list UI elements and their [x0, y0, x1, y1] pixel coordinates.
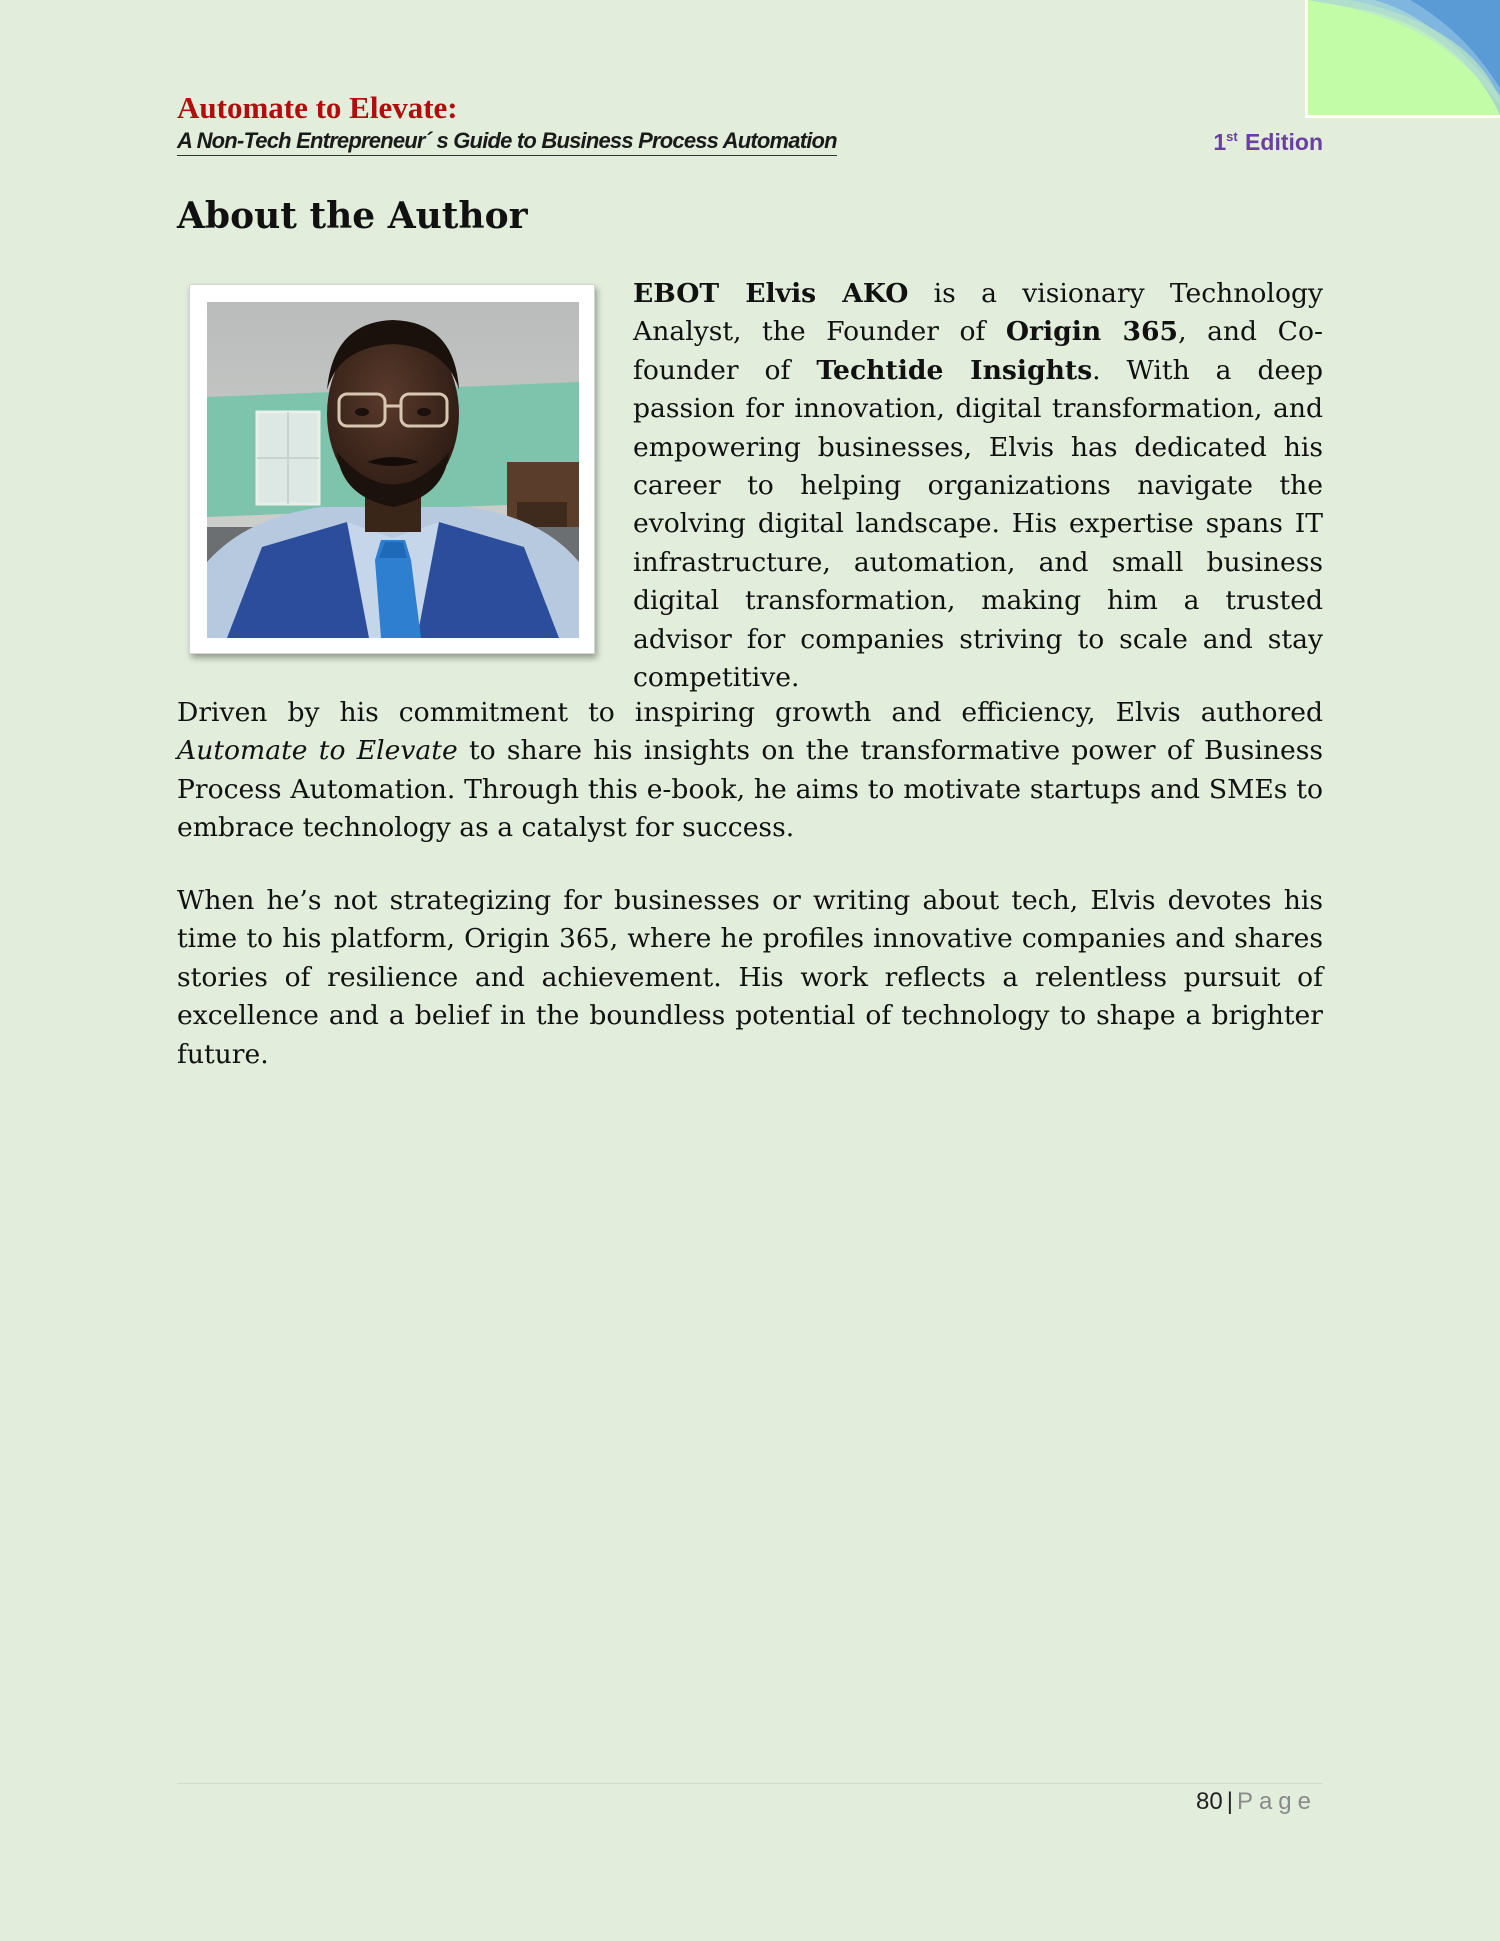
page-number-value: 80 — [1196, 1788, 1223, 1815]
intro-text: , and Co-founder of — [633, 316, 1323, 386]
footer-divider — [177, 1783, 1323, 1784]
paragraph-text: to share his insights on the transformative power of Business Process Automation. Through this e-book, he aims to motivate startups and SMEs to embrace technology as a catalyst for success. — [177, 735, 1323, 844]
edition-word: Edition — [1238, 129, 1323, 155]
intro-text: is a visionary Technology Analyst, the Founder of — [633, 278, 1323, 348]
edition-label — [1213, 129, 1323, 156]
author-photo — [189, 284, 595, 654]
page-separator: | — [1226, 1788, 1233, 1815]
platform-paragraph: When he’s not strategizing for businesses or writing about tech, Elvis devotes his time to his platform, Origin 365, where he profiles innovative companies and shares stories of resilience and achievement. His work reflects a relentless pursuit of excellence and a belief in the boundless potential of technology to shape a brighter future. — [177, 885, 1323, 1070]
book-title-reference: Automate to Elevate — [177, 735, 458, 767]
book-subtitle: A Non-Tech Entrepreneur´ s Guide to Business Process Automation — [177, 128, 837, 156]
company-techtide: Techtide Insights — [816, 354, 1093, 386]
motivation-paragraph — [177, 694, 1323, 848]
edition-number: 1 — [1213, 129, 1227, 155]
company-origin365: Origin 365 — [1005, 316, 1179, 348]
page-number — [1196, 1788, 1317, 1816]
corner-decoration — [1305, 0, 1500, 118]
author-name: EBOT Elvis AKO — [633, 278, 909, 309]
paragraph-text: Driven by his commitment to inspiring growth and efficiency, Elvis authored — [177, 697, 1323, 728]
author-portrait-icon — [207, 302, 579, 638]
running-header — [177, 90, 1323, 160]
author-intro-paragraph — [633, 275, 1323, 697]
page-word: Page — [1236, 1788, 1317, 1815]
book-title: Automate to Elevate: — [177, 90, 458, 125]
section-heading: About the Author — [177, 195, 528, 237]
edition-suffix: st — [1226, 129, 1238, 144]
intro-text: . With a deep passion for innovation, digital transformation, and empowering businesses, Elvis has dedicated his career to helping organizations navigate the evolving digital landscape. His expertise spans IT infrastructure, automation, and small business digital transformation, making him a trusted advisor for companies striving to scale and stay competitive. — [633, 354, 1323, 694]
header-subtitle-row — [177, 126, 1323, 160]
